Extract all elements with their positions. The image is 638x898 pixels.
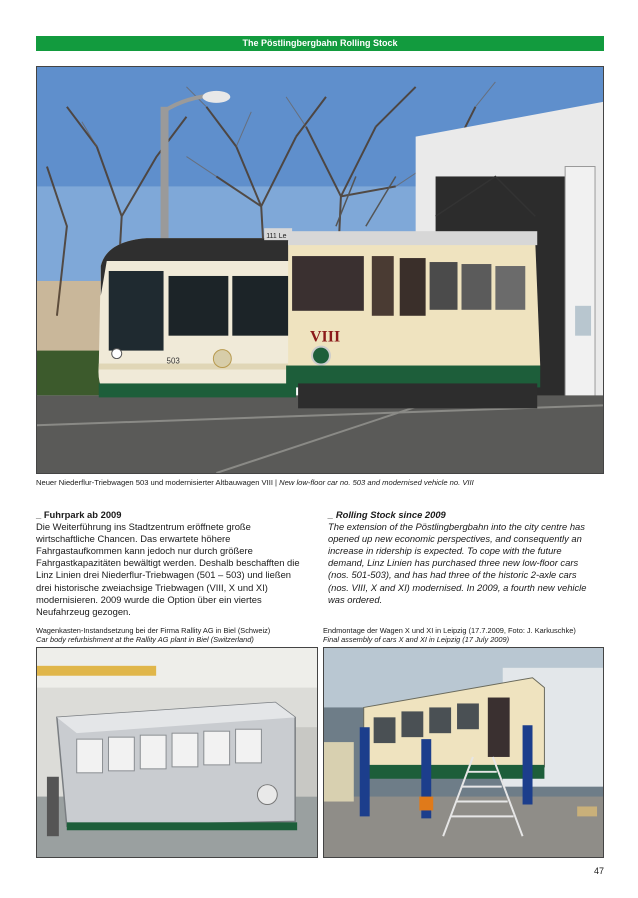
assembly-hall-illustration	[324, 648, 603, 857]
final-assembly-photo	[323, 647, 604, 858]
tram-scene-illustration	[37, 67, 603, 473]
right-photo-caption	[323, 626, 605, 645]
main-caption-en: New low-floor car no. 503 and modernised vehicle no. VIII	[279, 478, 474, 487]
left-caption-en: Car body refurbishment at the Rallity AG plant in Biel (Switzerland)	[36, 635, 254, 645]
article-german-body: Die Weiterführung ins Stadtzentrum eröffnete große wirtschaftliche Chancen. Das erwartete höhere Fahrgastaufkommen kann jedoch nur durch größere Fahrgastkapazitäten bewältigt werden. Deshalb beschafften die Linz Linien drei Niederflur-Triebwagen (501 – 503) und ließen drei historische zweiachsige Triebwagen (VIII, X und XI) modernisieren. 2009 wurde die Option über ein viertes Neufahrzeug gezogen.	[36, 521, 300, 617]
main-photo	[36, 66, 604, 474]
tram-VIII-number: VIII	[310, 328, 341, 346]
tram-503-number: 503	[166, 356, 180, 366]
main-photo-caption	[36, 478, 604, 488]
page-number: 47	[593, 866, 604, 876]
right-caption-de: Endmontage der Wagen X und XI in Leipzig (17.7.2009, Foto: J. Karkuschke)	[323, 626, 576, 635]
left-caption-de: Wagenkasten-Instandsetzung bei der Firma Rallity AG in Biel (Schweiz)	[36, 626, 271, 635]
main-caption-de: Neuer Niederflur-Triebwagen 503 und modernisierter Altbauwagen VIII |	[36, 478, 278, 487]
right-caption-en: Final assembly of cars X and XI in Leipzig (17 July 2009)	[323, 635, 510, 645]
article-english	[328, 509, 600, 606]
article-german	[36, 509, 308, 618]
car-body-refurbishment-photo	[36, 647, 318, 858]
left-photo-caption	[36, 626, 318, 645]
workshop-illustration	[37, 648, 317, 857]
header-title: The Pöstlingbergbahn Rolling Stock	[242, 38, 398, 48]
article-german-heading: _ Fuhrpark ab 2009	[36, 509, 122, 520]
tram-roof-sign: 111 Le	[266, 233, 287, 241]
article-english-heading: _ Rolling Stock since 2009	[328, 509, 446, 520]
header-bar	[36, 36, 604, 51]
tram-503	[98, 228, 296, 397]
article-english-body: The extension of the Pöstlingbergbahn into the city centre has opened up new economic perspectives, and consequently an increase in ridership is expected. To cope with the future demand, Linz Linien has purchased three new low-floor cars (nos. 501-503), and has had three of the historic 2-axle cars (nos. VIII, X and XI) modernised. In 2009, a fourth new vehicle was ordered.	[328, 521, 587, 605]
